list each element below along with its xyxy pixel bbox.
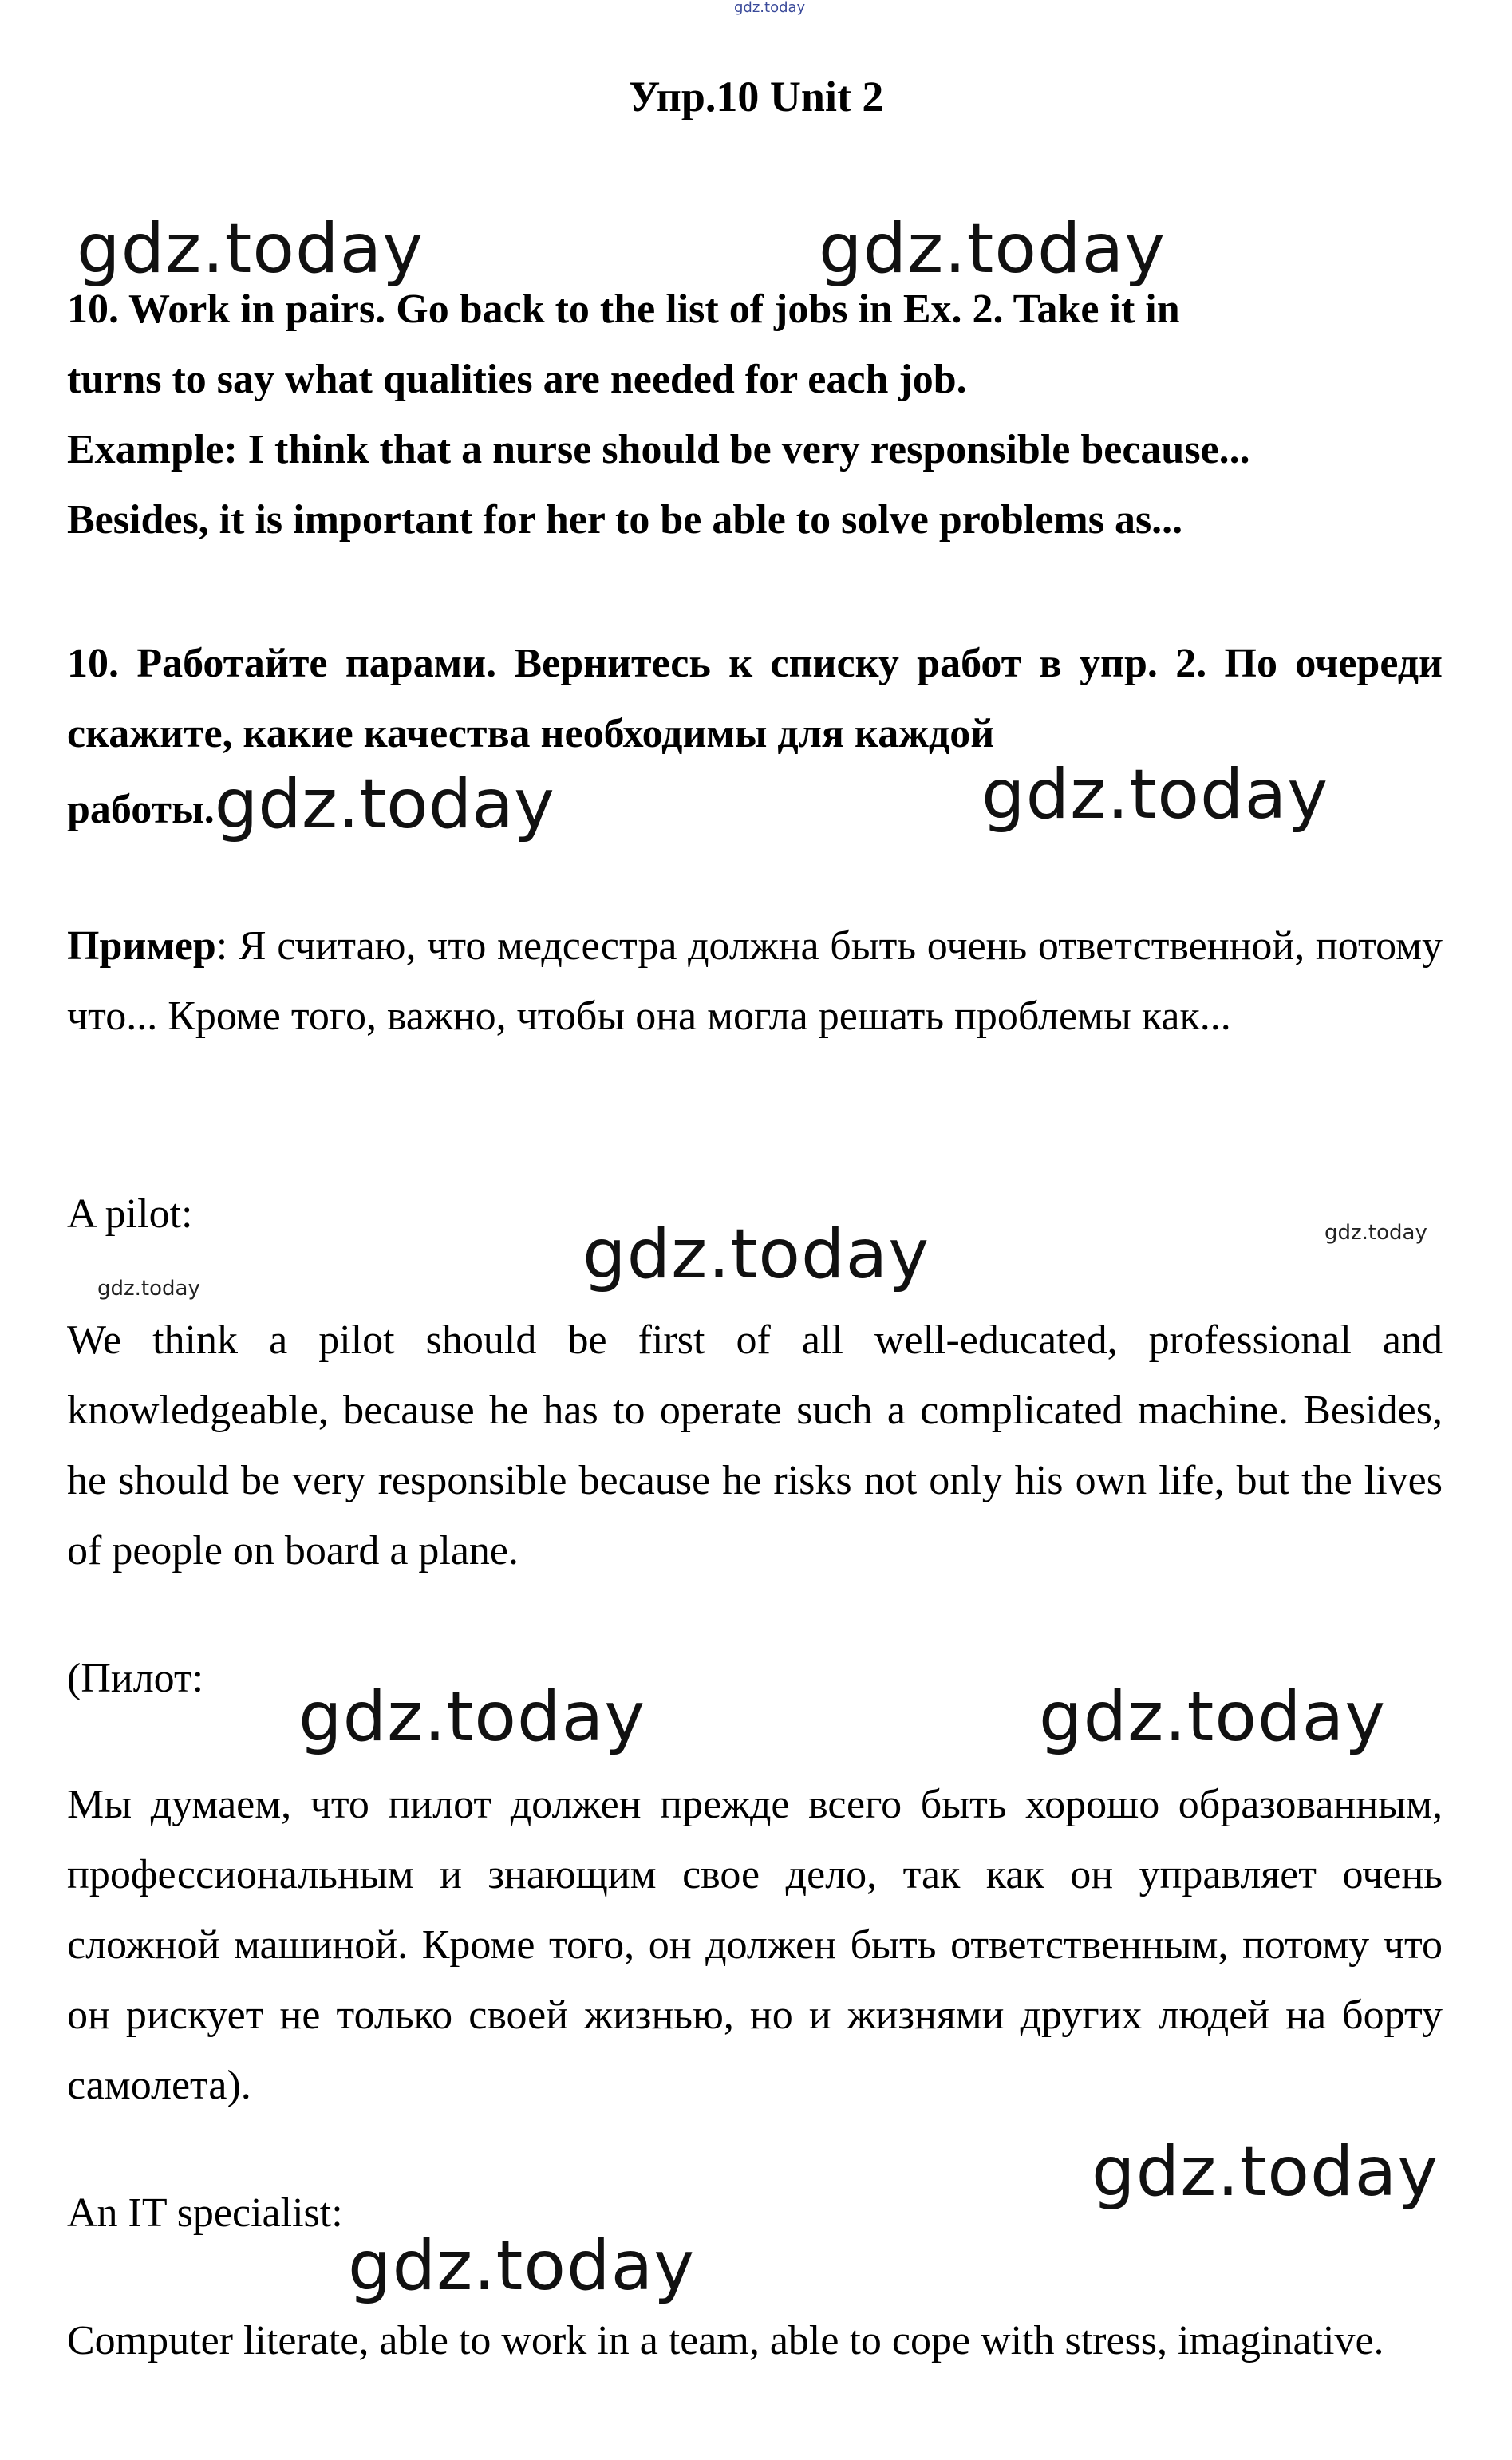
watermark: gdz.today bbox=[214, 764, 555, 844]
watermark: gdz.today bbox=[819, 209, 1167, 289]
task-en-line: 10. Work in pairs. Go back to the list of jobs in Ex. 2. Take it in bbox=[67, 286, 1180, 332]
watermark: gdz.today bbox=[77, 209, 424, 289]
watermark: gdz.today bbox=[582, 1214, 930, 1294]
it-text: Computer literate, able to work in a team, able to cope with stress, imaginative. bbox=[67, 2318, 1384, 2363]
watermark: gdz.today bbox=[348, 2226, 696, 2306]
watermark: gdz.today bbox=[1092, 2132, 1439, 2212]
example-ru-label: Пример bbox=[67, 923, 216, 969]
pilot-text: We think a pilot should be first of all well-educated, professional and knowledgeable, because he has to operate such a complicated machine. Besides, he should be very responsible because he risks not only his own life, but the lives of people on board a plane. bbox=[67, 1317, 1443, 1574]
task-ru-last-word: работы. bbox=[67, 787, 215, 832]
task-ru: 10. Работайте парами. Вернитесь к списку работ в упр. 2. По очереди скажите, какие качества необходимы для каждой bbox=[67, 641, 1443, 756]
watermark: gdz.today bbox=[1039, 1677, 1387, 1757]
watermark-small: gdz.today bbox=[1324, 1221, 1427, 1245]
pilot-heading: A pilot: bbox=[67, 1191, 193, 1237]
pilot-ru-text: Мы думаем, что пилот должен прежде всего быть хорошо образованным, профессиональным и знающим свое дело, так как он управляет очень сложной машиной. Кроме того, он должен быть ответственным, потому что он рискует не только своей жизнью, но и жизнями других людей на борту самолета). bbox=[67, 1782, 1443, 2108]
it-heading: An IT specialist: bbox=[67, 2190, 343, 2236]
watermark-small: gdz.today bbox=[97, 1277, 200, 1301]
example-ru-text: : Я считаю, что медсестра должна быть очень ответственной, потому что... Кроме того, важно, чтобы она могла решать проблемы как... bbox=[67, 923, 1443, 1039]
task-ru-last-line bbox=[67, 764, 865, 845]
watermark: gdz.today bbox=[981, 755, 1329, 835]
task-en-example: Example: I think that a nurse should be very responsible because... bbox=[67, 427, 1250, 472]
task-en-line: turns to say what qualities are needed for each job. bbox=[67, 357, 967, 402]
task-en-line: Besides, it is important for her to be able to solve problems as... bbox=[67, 497, 1183, 543]
watermark-top: gdz.today bbox=[734, 0, 806, 16]
watermark: gdz.today bbox=[298, 1677, 646, 1757]
page-title: Упр.10 Unit 2 bbox=[628, 73, 884, 120]
example-ru bbox=[67, 911, 1443, 1052]
pilot-ru-heading: (Пилот: bbox=[67, 1656, 204, 1701]
